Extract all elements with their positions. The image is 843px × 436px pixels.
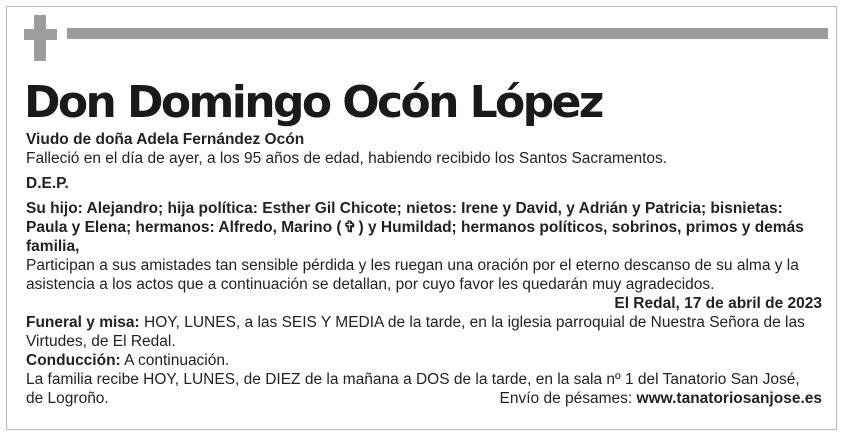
invitation-text: Participan a sus amistades tan sensible pérdida y les ruegan una oración por el eterno descanso de su alma y la asistencia a los actos que a continuación se detallan, por cuyo favor les quedarán muy agradecidos. [26, 257, 799, 293]
reception-line-1: La familia recibe HOY, LUNES, de DIEZ de la mañana a DOS de la tarde, en la sala nº 1 del Tanatorio San José, [26, 371, 800, 388]
family-text-2: ) y Humildad; hermanos políticos, sobrinos, primos y demás familia, [26, 219, 804, 255]
obituary-body [26, 130, 822, 408]
rip-line: D.E.P. [26, 175, 69, 192]
deceased-name: Don Domingo Ocón López [24, 77, 602, 128]
condolences-website-link[interactable]: www.tanatoriosanjose.es [636, 390, 822, 407]
funeral-text: HOY, LUNES, a las SEIS Y MEDIA de la tarde, en la iglesia parroquial de Nuestra Señora de las Virtudes, de El Redal. [26, 314, 805, 350]
funeral-line [26, 313, 822, 351]
cross-icon-horizontal [24, 29, 57, 40]
family-list [26, 199, 822, 256]
conduction-label: Conducción: [26, 352, 121, 369]
reception-row [26, 389, 822, 408]
widowed-line: Viudo de doña Adela Fernández Ocón [26, 131, 305, 148]
place-date: El Redal, 17 de abril de 2023 [614, 295, 822, 312]
deceased-cross-icon: ✞ [343, 219, 357, 236]
death-note: Falleció en el día de ayer, a los 95 años de edad, habiendo recibido los Santos Sacramentos. [26, 150, 668, 167]
family-text-1: Su hijo: Alejandro; hija política: Esther Gil Chicote; nietos: Irene y David, y Adrián y Patricia; bisnietas: Paula y Elena; hermanos: Alfredo, Marino ( [26, 200, 783, 236]
header-rule [67, 28, 828, 39]
condolences-line [500, 389, 822, 408]
conduction-text: A continuación. [120, 352, 230, 369]
condolences-label: Envío de pésames: [499, 390, 637, 407]
reception-line-2: de Logroño. [26, 390, 109, 407]
funeral-label: Funeral y misa: [26, 314, 140, 331]
conduction-line [26, 351, 822, 370]
